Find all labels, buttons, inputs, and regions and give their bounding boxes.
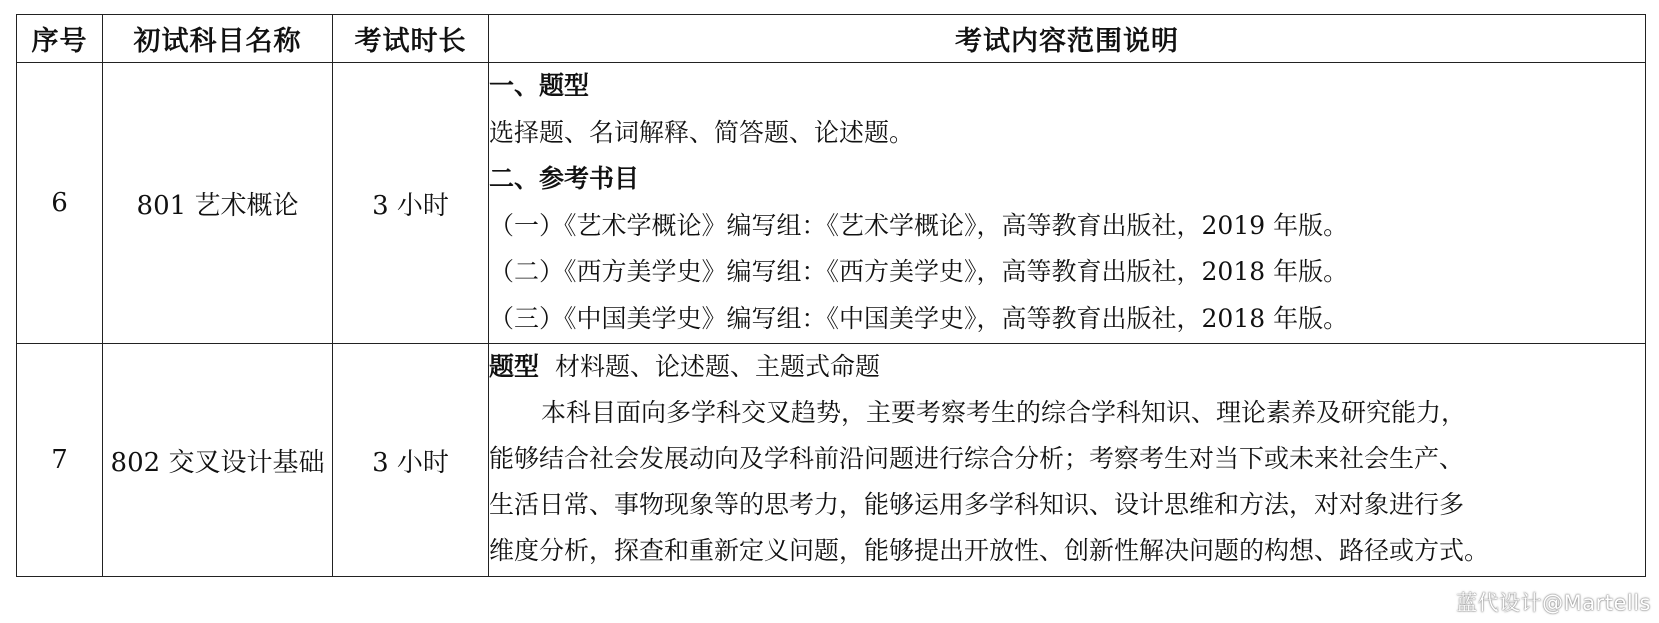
- section-heading: 一、题型: [489, 71, 590, 100]
- row-subject-name: 801 艺术概论: [103, 63, 333, 344]
- row-subject-name: 802 交叉设计基础: [103, 344, 333, 577]
- header-content-scope: 考试内容范围说明: [489, 15, 1646, 63]
- exam-subjects-table: [16, 14, 1646, 577]
- description-line: 生活日常、事物现象等的思考力，能够运用多学科知识、设计思维和方法，对对象进行多: [489, 490, 1465, 519]
- description-line: 能够结合社会发展动向及学科前沿问题进行综合分析；考察考生对当下或未来社会生产、: [489, 444, 1465, 473]
- reference-book: （一）《艺术学概论》编写组：《艺术学概论》，高等教育出版社，2019 年版。: [489, 210, 1349, 240]
- reference-book: （三）《中国美学史》编写组：《中国美学史》，高等教育出版社，2018 年版。: [489, 303, 1349, 333]
- reference-book: （二）《西方美学史》编写组：《西方美学史》，高等教育出版社，2018 年版。: [489, 257, 1349, 286]
- row-exam-duration: 3 小时: [333, 344, 489, 577]
- question-types: 选择题、名词解释、简答题、论述题。: [489, 117, 915, 147]
- section-heading: 二、参考书目: [489, 164, 640, 193]
- question-types-line: [489, 344, 1645, 390]
- row-serial-number: 6: [17, 63, 103, 344]
- header-subject-name: 初试科目名称: [103, 15, 333, 63]
- row-serial-number: 7: [17, 344, 103, 577]
- table-row: [17, 344, 1646, 577]
- row-content-scope: [489, 344, 1646, 577]
- row-content-scope: [489, 63, 1646, 344]
- row-exam-duration: 3 小时: [333, 63, 489, 344]
- header-exam-duration: 考试时长: [333, 15, 489, 63]
- question-types-label: 题型: [489, 352, 540, 381]
- header-row: [17, 15, 1646, 63]
- description-line: 本科目面向多学科交叉趋势，主要考察考生的综合学科知识、理论素养及研究能力，: [541, 398, 1467, 427]
- table-row: [17, 63, 1646, 344]
- header-serial-number: 序号: [17, 15, 103, 63]
- description-line: 维度分析，探查和重新定义问题，能够提出开放性、创新性解决问题的构想、路径或方式。: [489, 536, 1490, 565]
- question-types-value: 材料题、论述题、主题式命题: [555, 352, 881, 381]
- watermark: 蓝代设计@Martells: [1456, 591, 1651, 615]
